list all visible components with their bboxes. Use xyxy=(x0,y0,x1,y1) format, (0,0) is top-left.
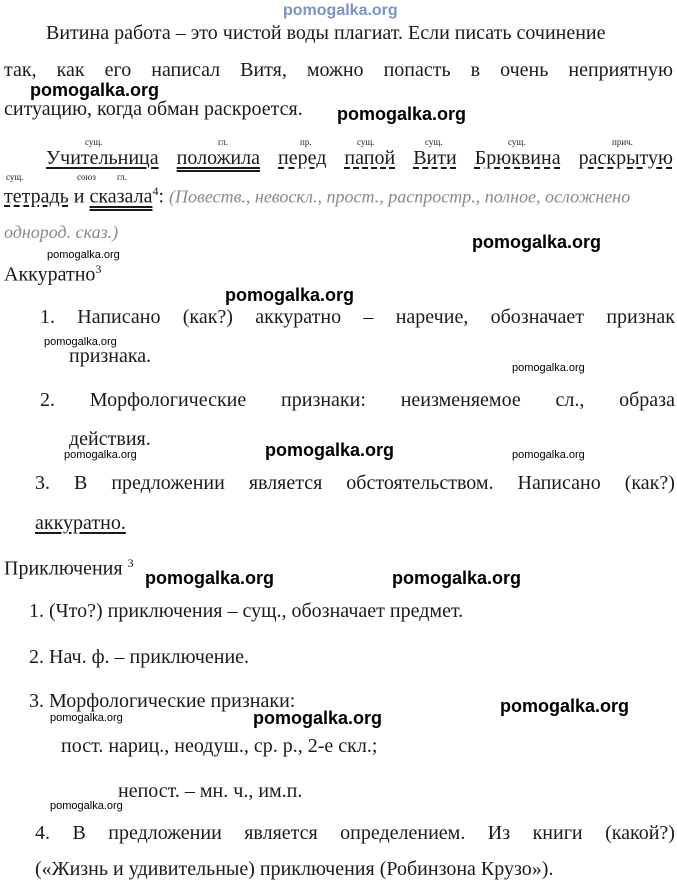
section2-item2: 2. Нач. ф. – приключение. xyxy=(29,646,250,668)
section2-item4-cont: («Жизнь и удивительные) приключения (Робинзона Крузо»). xyxy=(35,858,554,880)
sentence-line1 xyxy=(46,147,673,170)
watermark: pomogalka.org xyxy=(225,285,355,305)
word: Морфологические xyxy=(89,389,247,411)
paragraph1-line3: ситуацию, когда обман раскроется. xyxy=(4,98,303,120)
word: аккуратно xyxy=(255,306,342,328)
word: книги xyxy=(532,822,583,844)
word: признак xyxy=(606,306,675,328)
word: предложении xyxy=(108,822,222,844)
paragraph1-line2 xyxy=(4,59,673,82)
pos-tag: гл. xyxy=(117,172,127,182)
word: 3. xyxy=(35,472,50,494)
sentence-note-cont: однород. сказ.) xyxy=(4,222,119,242)
word: обстоятельством. xyxy=(346,472,494,494)
pos-tag: гл. xyxy=(218,137,228,147)
word: Написано xyxy=(517,472,601,494)
word: Вити xyxy=(413,147,457,169)
word-predicate: положила xyxy=(176,147,260,169)
pos-tag: сущ. xyxy=(508,137,526,147)
word: его xyxy=(104,59,132,81)
word: Витя, xyxy=(240,59,287,81)
pos-tag: сущ. xyxy=(6,172,24,182)
pos-tag: сущ. xyxy=(357,137,375,147)
colon: : xyxy=(158,185,165,208)
word: предложении xyxy=(111,472,225,494)
watermark: pomogalka.org xyxy=(47,249,120,261)
word: (как?) xyxy=(182,306,233,328)
word: Брюквина xyxy=(474,147,561,169)
sentence-line2 xyxy=(4,184,630,209)
word: (как?) xyxy=(624,472,675,494)
word: наречие, xyxy=(395,306,469,328)
superscript: 4 xyxy=(152,184,159,198)
word: сл., xyxy=(555,389,585,411)
watermark: pomogalka.org xyxy=(392,568,522,588)
pos-tag: сущ. xyxy=(85,137,103,147)
section1-item3 xyxy=(35,472,675,495)
section2-title xyxy=(4,556,134,581)
watermark: pomogalka.org xyxy=(265,440,395,460)
word: образа xyxy=(619,389,675,411)
word: очень xyxy=(500,59,549,81)
paragraph1-line1: Витина работа – это чистой воды плагиат. Если писать сочинение xyxy=(46,22,606,44)
word: тетрадь xyxy=(4,185,69,208)
watermark: pomogalka.org xyxy=(253,708,383,728)
section-title-text: Приключения xyxy=(4,557,123,580)
superscript: 3 xyxy=(127,556,134,570)
pos-tag: прич. xyxy=(612,137,633,147)
word: папой xyxy=(344,147,396,169)
pos-tag: сущ. xyxy=(425,137,443,147)
word-predicate: сказала xyxy=(89,185,153,208)
section1-item1 xyxy=(40,306,675,329)
word: так, xyxy=(4,59,37,81)
word: 4. xyxy=(35,822,50,844)
word: попасть xyxy=(383,59,451,81)
word: (какой?) xyxy=(605,822,675,844)
word: В xyxy=(72,822,86,844)
word: обозначает xyxy=(490,306,585,328)
word: Написано xyxy=(77,306,161,328)
word: можно xyxy=(306,59,364,81)
word: Из xyxy=(487,822,511,844)
section1-item2 xyxy=(40,389,675,412)
watermark: pomogalka.org xyxy=(44,336,117,348)
word: как xyxy=(56,59,85,81)
watermark-top: pomogalka.org xyxy=(283,2,398,19)
word: неизменяемое xyxy=(400,389,521,411)
watermark: pomogalka.org xyxy=(472,232,602,252)
section-title-text: Аккуратно xyxy=(4,263,96,286)
section1-item3-cont: аккуратно. xyxy=(35,512,126,534)
word: написал xyxy=(151,59,221,81)
watermark: pomogalka.org xyxy=(337,104,467,124)
word: и xyxy=(73,185,85,208)
watermark: pomogalka.org xyxy=(512,449,585,461)
superscript: 3 xyxy=(95,262,102,276)
watermark: pomogalka.org xyxy=(145,568,275,588)
watermark: pomogalka.org xyxy=(50,800,123,812)
word: неприятную xyxy=(568,59,673,81)
watermark: pomogalka.org xyxy=(64,449,137,461)
sentence-note: (Повеств., невоскл., прост., распростр., полное, осложнено xyxy=(169,186,631,207)
watermark: pomogalka.org xyxy=(500,696,630,716)
section1-item1-cont: признака. xyxy=(69,345,152,367)
word-subject: Учительница xyxy=(46,147,159,169)
word: раскрытую xyxy=(578,147,673,169)
word: в xyxy=(470,59,481,81)
watermark: pomogalka.org xyxy=(30,80,160,100)
pos-tag: союз xyxy=(77,172,96,182)
section2-item1: 1. (Что?) приключения – сущ., обозначает предмет. xyxy=(29,600,464,622)
section2-item3-a: пост. нариц., неодуш., ср. р., 2-е скл.; xyxy=(61,735,378,757)
watermark: pomogalka.org xyxy=(50,712,123,724)
pos-tag: пр. xyxy=(300,137,312,147)
word: – xyxy=(363,306,374,328)
word: перед xyxy=(278,147,327,169)
section2-item3-b: непост. – мн. ч., им.п. xyxy=(118,780,303,802)
word: 1. xyxy=(40,306,55,328)
watermark: pomogalka.org xyxy=(512,362,585,374)
word: определением. xyxy=(340,822,466,844)
section1-item2-cont: действия. xyxy=(69,428,151,450)
word: является xyxy=(244,822,318,844)
word: 2. xyxy=(40,389,55,411)
section1-title xyxy=(4,262,101,287)
word: является xyxy=(248,472,323,494)
word: В xyxy=(73,472,88,494)
word: признаки: xyxy=(281,389,366,411)
section2-item4 xyxy=(35,822,675,845)
section2-item3: 3. Морфологические признаки: xyxy=(29,690,296,712)
